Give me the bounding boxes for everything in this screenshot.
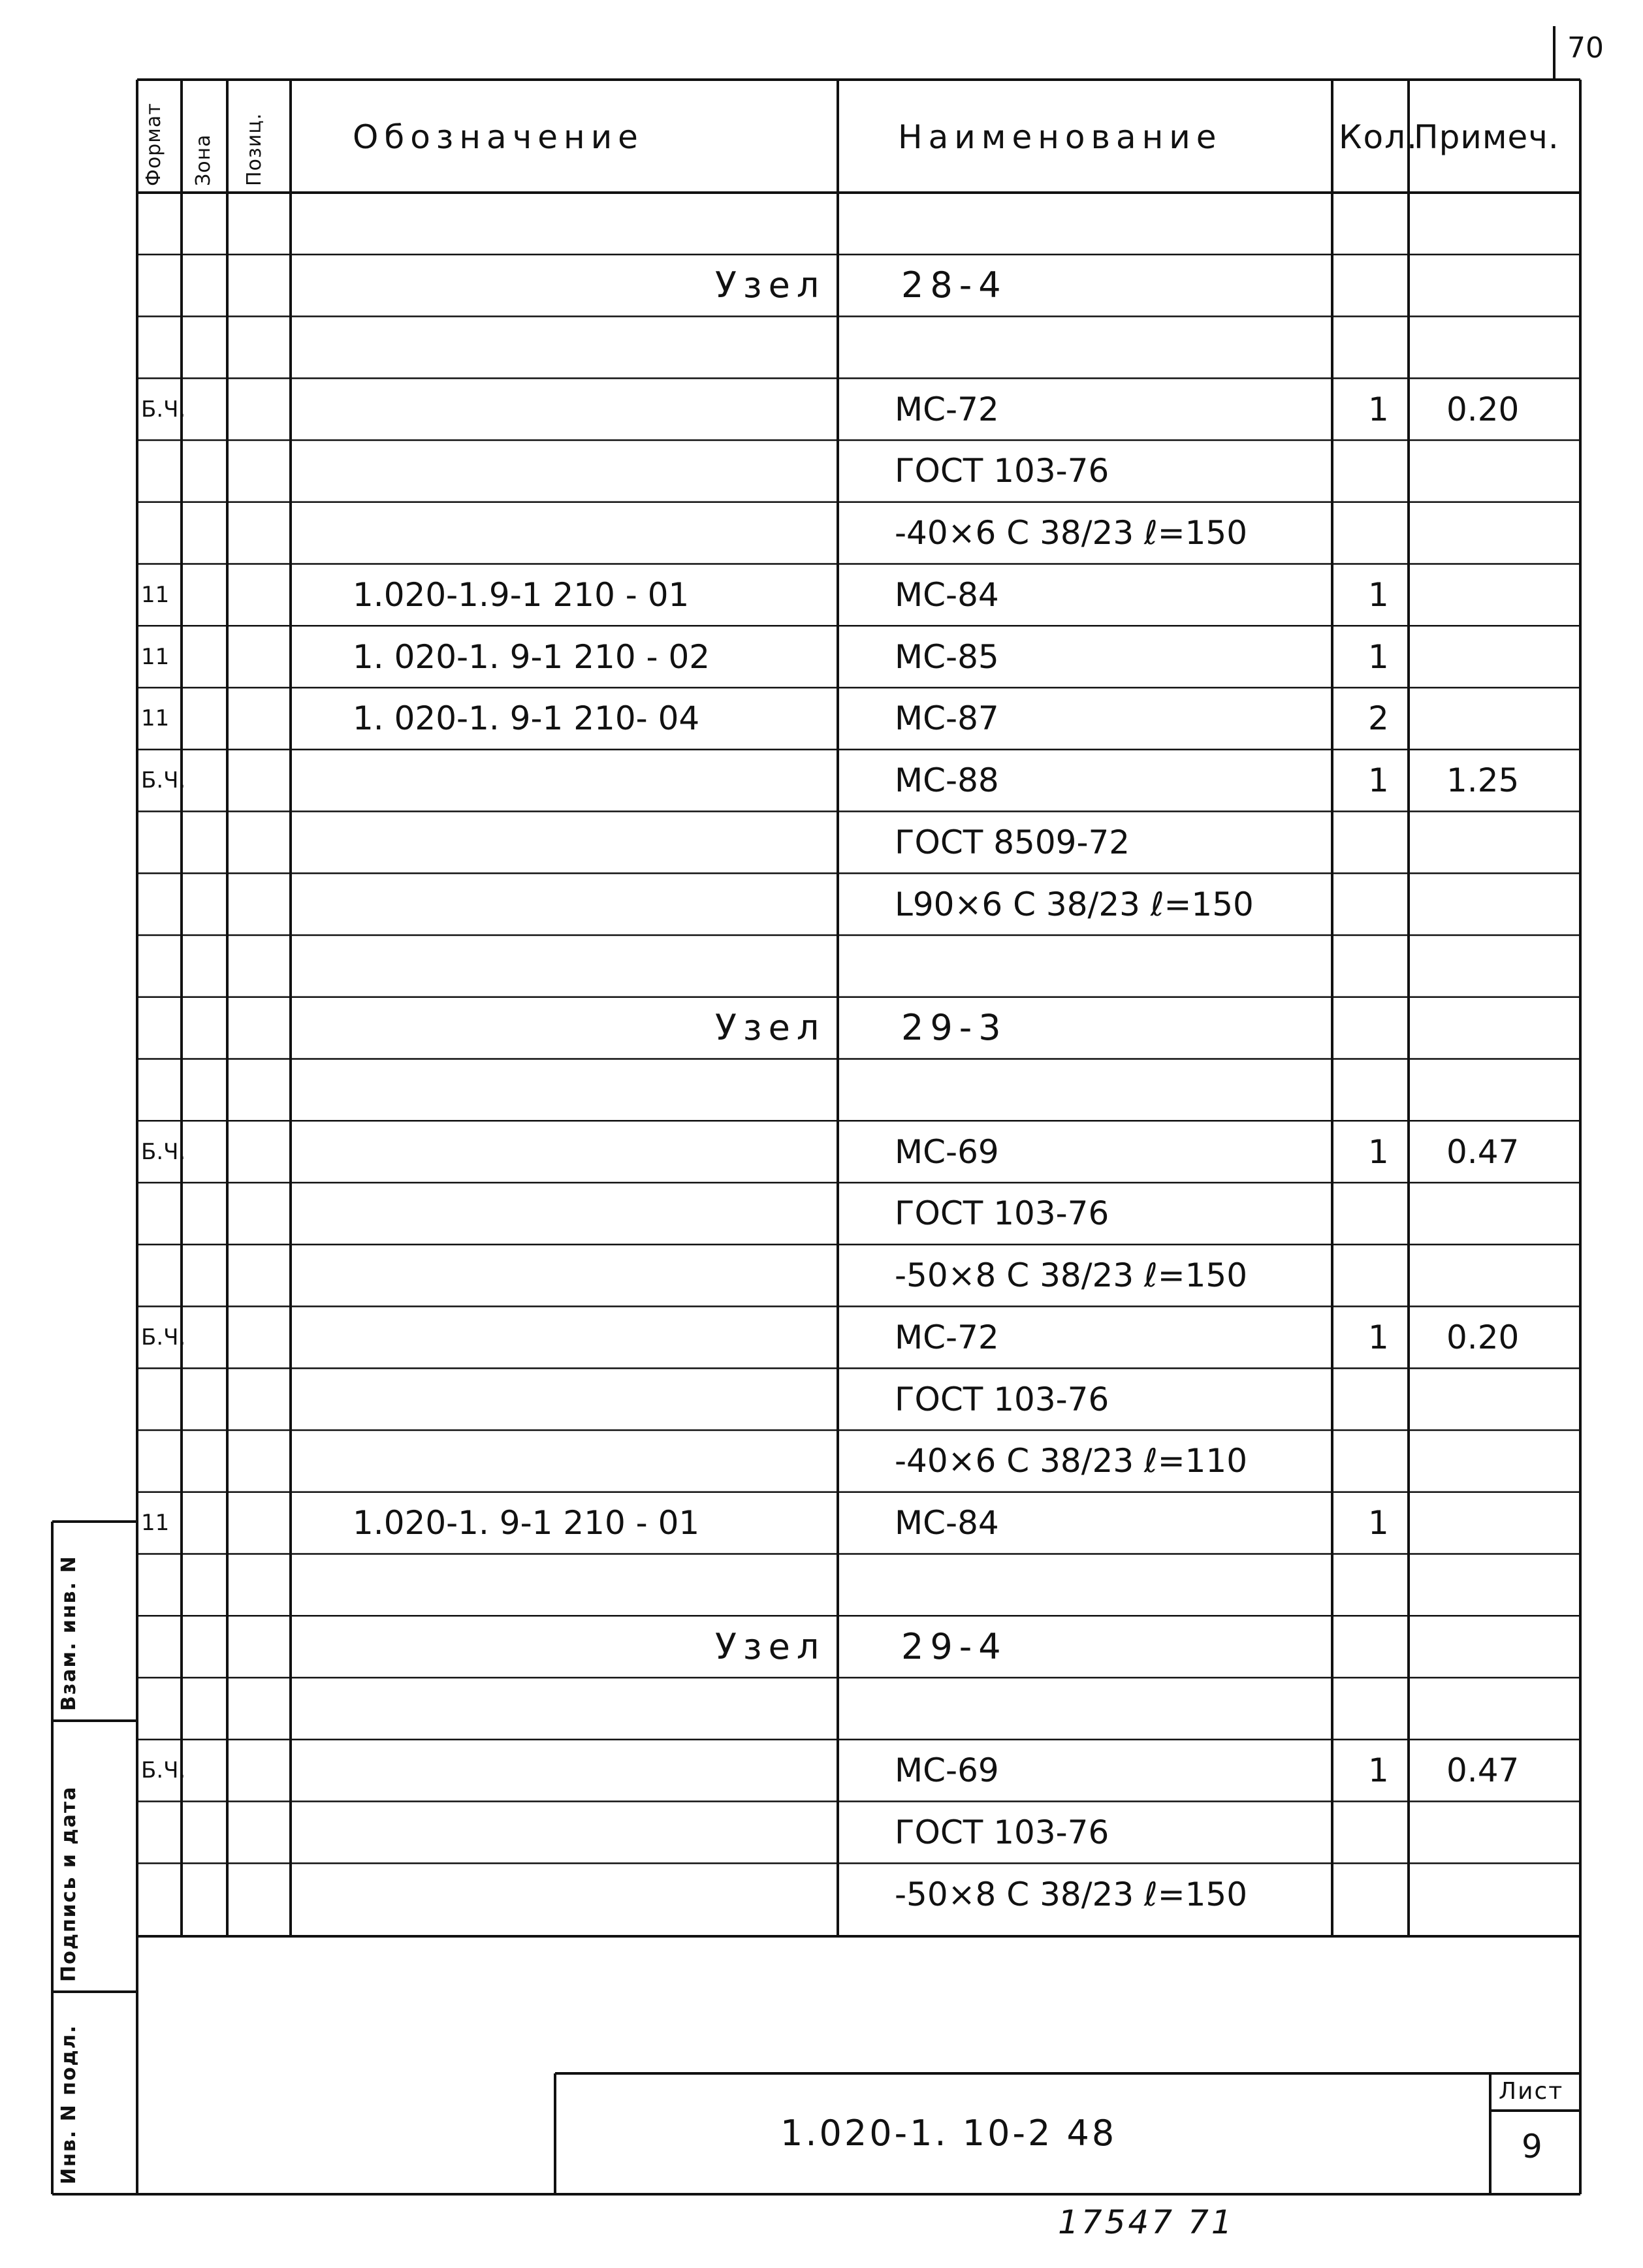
header-format: Формат: [142, 103, 165, 186]
row-designation: 1.020-1. 9-1 210 - 01: [353, 1504, 700, 1542]
row-note: 1.25: [1446, 761, 1520, 800]
handwritten-note: 17547 71: [1058, 2203, 1235, 2241]
row-format: 11: [141, 643, 170, 670]
row-qty: 1: [1368, 761, 1389, 800]
row-name: МС-87: [895, 699, 999, 738]
row-name: ГОСТ 103-76: [895, 1380, 1109, 1418]
row-format: 11: [141, 581, 170, 608]
row-designation: 1. 020-1. 9-1 210 - 02: [353, 637, 710, 676]
row-name: -50×8 С 38/23 ℓ=150: [895, 1875, 1248, 1913]
sheet-label: Лист: [1499, 2078, 1564, 2105]
side-label-sign-date: Подпись и дата: [57, 1785, 80, 1982]
row-note: 0.47: [1446, 1751, 1520, 1790]
row-designation: 1.020-1.9-1 210 - 01: [353, 575, 690, 614]
section-title-code: 29-3: [901, 1007, 1008, 1049]
row-format: Б.Ч.: [141, 1757, 186, 1784]
row-name: ГОСТ 103-76: [895, 1813, 1109, 1851]
section-title-word: Узел: [715, 1007, 826, 1049]
row-format: Б.Ч.: [141, 1324, 186, 1350]
row-note: 0.47: [1446, 1132, 1520, 1171]
side-label-replace: Взам. инв. N: [57, 1555, 80, 1711]
row-designation: 1. 020-1. 9-1 210- 04: [353, 699, 700, 738]
document-code: 1.020-1. 10-2 48: [780, 2113, 1117, 2154]
section-title-word: Узел: [715, 1625, 826, 1667]
header-qty: Кол.: [1339, 118, 1418, 156]
row-qty: 1: [1368, 390, 1389, 428]
sheet-value: 9: [1522, 2128, 1542, 2165]
row-name: МС-85: [895, 637, 999, 676]
row-name: ГОСТ 103-76: [895, 452, 1109, 490]
row-qty: 1: [1368, 1751, 1389, 1790]
side-label-inv-orig: Инв. N подл.: [57, 2024, 80, 2184]
row-name: МС-84: [895, 575, 999, 614]
row-name: ГОСТ 103-76: [895, 1194, 1109, 1233]
header-note: Примеч.: [1414, 118, 1559, 156]
row-format: Б.Ч.: [141, 396, 186, 423]
row-name: МС-69: [895, 1132, 999, 1171]
section-title-code: 29-4: [901, 1625, 1008, 1667]
section-title-word: Узел: [715, 264, 826, 306]
row-qty: 1: [1368, 1318, 1389, 1356]
header-designation: Обозначение: [353, 118, 644, 156]
row-note: 0.20: [1446, 1318, 1520, 1356]
row-qty: 1: [1368, 637, 1389, 676]
row-name: -40×6 С 38/23 ℓ=150: [895, 514, 1248, 552]
row-name: L90×6 С 38/23 ℓ=150: [895, 885, 1254, 923]
row-name: -40×6 С 38/23 ℓ=110: [895, 1442, 1248, 1480]
row-name: ГОСТ 8509-72: [895, 823, 1130, 861]
row-format: 11: [141, 705, 170, 732]
row-name: МС-88: [895, 761, 999, 800]
sheet-number: 70: [1567, 31, 1604, 65]
header-position: Позиц.: [243, 112, 266, 186]
row-name: -50×8 С 38/23 ℓ=150: [895, 1256, 1248, 1295]
row-qty: 1: [1368, 1132, 1389, 1171]
row-note: 0.20: [1446, 390, 1520, 428]
header-name: Наименование: [898, 118, 1222, 156]
row-qty: 1: [1368, 1504, 1389, 1542]
row-format: 11: [141, 1510, 170, 1537]
row-name: МС-72: [895, 1318, 999, 1356]
row-format: Б.Ч.: [141, 767, 186, 794]
row-qty: 1: [1368, 575, 1389, 614]
row-format: Б.Ч.: [141, 1138, 186, 1165]
section-title-code: 28-4: [901, 264, 1008, 306]
header-zone: Зона: [192, 134, 215, 186]
row-name: МС-72: [895, 390, 999, 428]
row-name: МС-84: [895, 1504, 999, 1542]
row-qty: 2: [1368, 699, 1389, 738]
row-name: МС-69: [895, 1751, 999, 1790]
